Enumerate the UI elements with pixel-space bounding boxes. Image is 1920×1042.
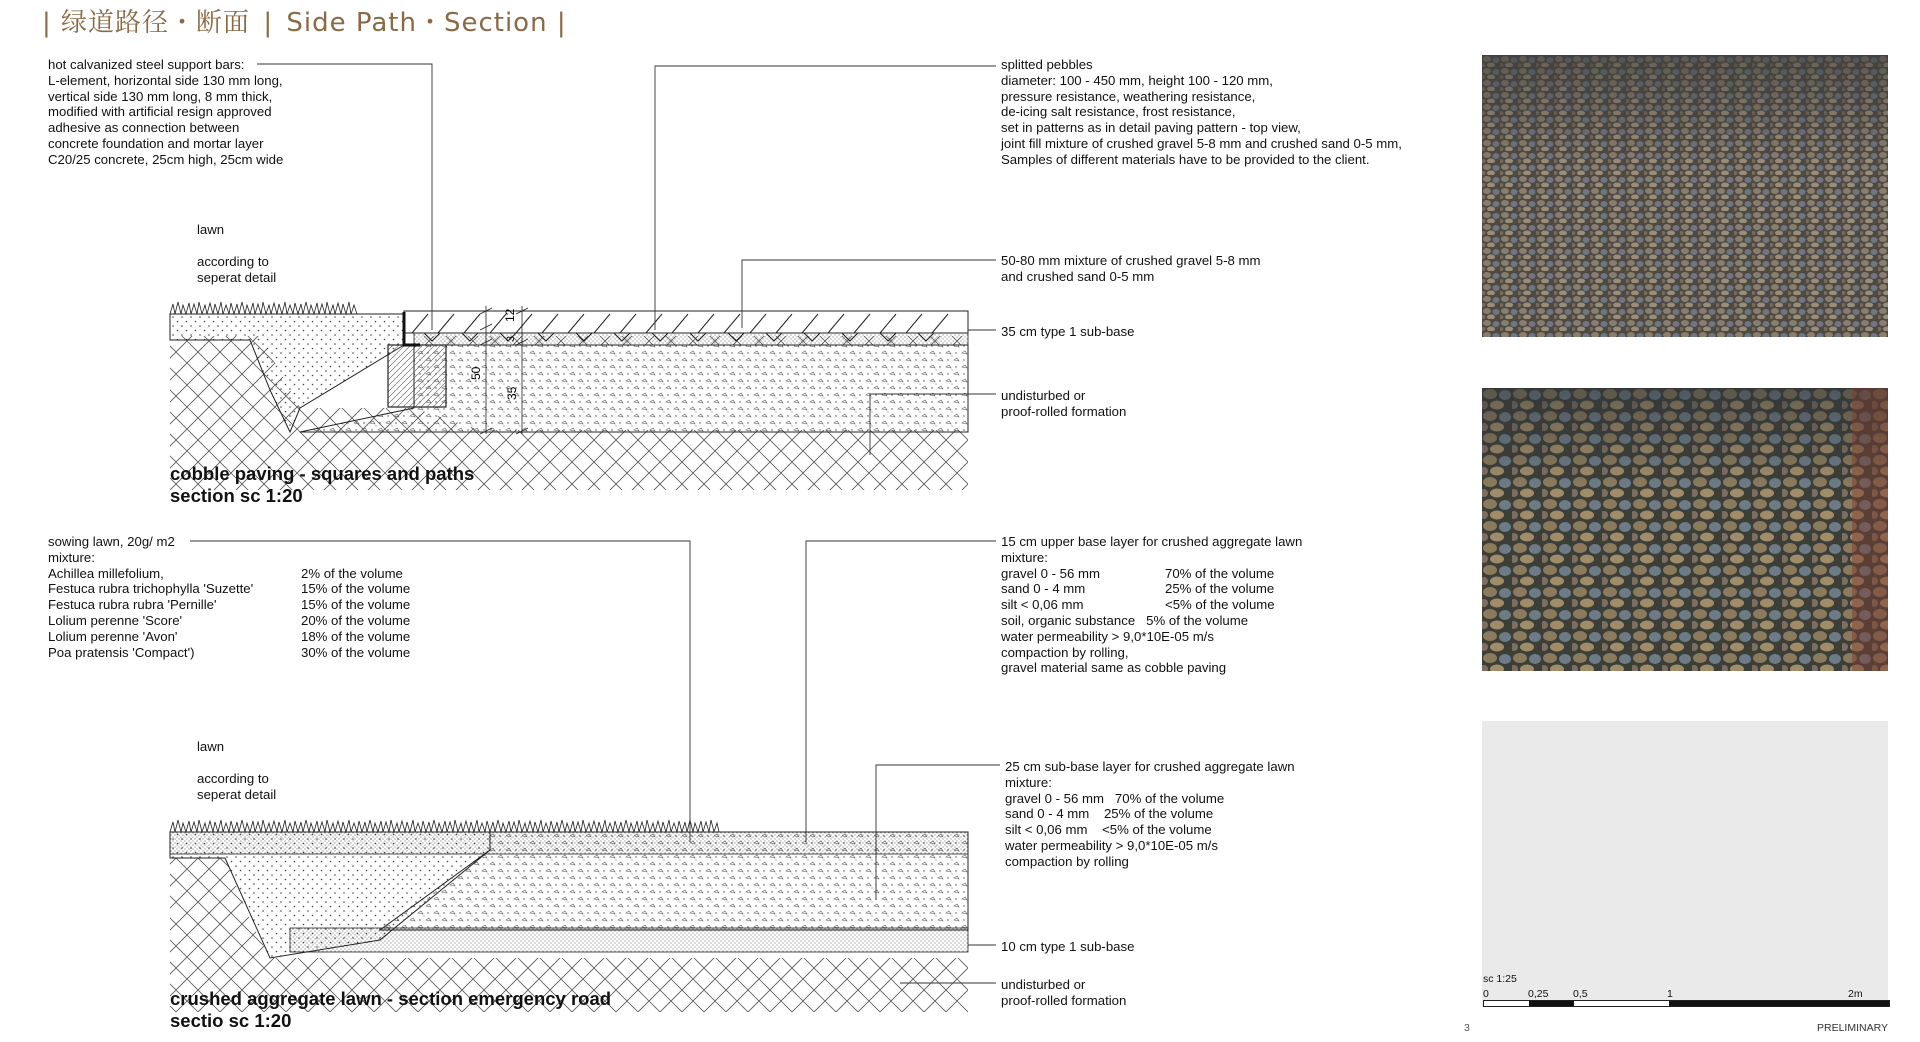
upper-mixture-table <box>1001 566 1275 613</box>
sowing-mixture-table <box>48 566 410 661</box>
species-name: Achillea millefolium, <box>48 565 164 581</box>
placeholder-panel <box>1482 721 1888 1007</box>
gravel-note-line: and crushed sand 0-5 mm <box>1001 268 1155 284</box>
material-volume: <5% of the volume <box>1165 597 1275 613</box>
dim-3: 3 <box>505 335 517 342</box>
scalebar-segment <box>1669 1001 1889 1006</box>
steel-note-line: concrete foundation and mortar layer <box>48 135 264 151</box>
subbase-10cm-2 <box>290 928 968 952</box>
concrete-foundation-1 <box>388 345 446 407</box>
species-volume: 15% of the volume <box>301 597 411 613</box>
upper-head-line: 15 cm upper base layer for crushed aggregate lawn <box>1001 534 1303 549</box>
sowing-lawn-note <box>48 534 410 660</box>
formation-note-line: proof-rolled formation <box>1001 992 1127 1008</box>
subbase25-line: gravel 0 - 56 mm 70% of the volume <box>1005 790 1225 806</box>
subbase25-line: water permeability > 9,0*10E-05 m/s <box>1005 837 1218 853</box>
material-volume: 25% of the volume <box>1165 581 1275 597</box>
pebbles-note-line: diameter: 100 - 450 mm, height 100 - 120 mm, <box>1001 72 1273 88</box>
upper-tail-line: soil, organic substance 5% of the volume <box>1001 612 1249 628</box>
steel-note-line: hot calvanized steel support bars: <box>48 57 245 72</box>
according-line: according to <box>197 771 269 786</box>
lawn-label-1: lawn <box>197 222 225 237</box>
subbase35-note: 35 cm type 1 sub-base <box>1001 324 1135 339</box>
steel-support-note <box>48 57 283 168</box>
grass-2 <box>170 820 719 832</box>
species-volume: 15% of the volume <box>301 581 411 597</box>
subbase25-line: silt < 0,06 mm <5% of the volume <box>1005 822 1212 838</box>
material-name: silt < 0,06 mm <box>1001 597 1084 613</box>
formation-note-line: undisturbed or <box>1001 388 1086 403</box>
scalebar <box>1483 1000 1890 1007</box>
table-row <box>1001 597 1275 613</box>
sowing-head-line: mixture: <box>48 549 95 565</box>
dim-50: 50 <box>469 366 483 380</box>
header-bar-right: | <box>556 8 567 38</box>
according-line: seperat detail <box>197 269 277 285</box>
scalebar-tick: 2m <box>1848 988 1863 1000</box>
header-bar-mid: | <box>263 8 274 38</box>
according-line: according to <box>197 254 269 269</box>
species-volume: 30% of the volume <box>301 644 411 660</box>
table-row <box>48 581 410 597</box>
species-volume: 2% of the volume <box>301 565 403 581</box>
subbase25-line: 25 cm sub-base layer for crushed aggregate lawn <box>1005 759 1295 774</box>
scalebar-label: sc 1:25 <box>1483 973 1517 985</box>
steel-note-line: adhesive as connection between <box>48 120 240 136</box>
section-2-title: crushed aggregate lawn - section emergency road <box>170 988 612 1009</box>
scalebar-tick: 1 <box>1667 988 1673 1000</box>
species-name: Lolium perenne 'Avon' <box>48 628 178 644</box>
table-row <box>48 645 410 661</box>
formation-note-2 <box>1001 977 1126 1009</box>
page-number: 3 <box>1464 1022 1470 1034</box>
subbase25-line: mixture: <box>1005 774 1052 790</box>
header-title-en: Side Path・Section <box>286 8 548 38</box>
pebbles-note-line: de-icing salt resistance, frost resistance, <box>1001 104 1236 120</box>
species-name: Festuca rubra trichophylla 'Suzette' <box>48 581 254 597</box>
table-row <box>1001 581 1275 597</box>
subbase25-line: compaction by rolling <box>1005 853 1129 869</box>
status-label: PRELIMINARY <box>1817 1022 1888 1034</box>
section-1-scale: section sc 1:20 <box>170 485 303 506</box>
table-row <box>1001 566 1275 582</box>
pebbles-note-line: joint fill mixture of crushed gravel 5-8 mm and crushed sand 0-5 mm, <box>1001 135 1402 151</box>
formation-note-line: proof-rolled formation <box>1001 403 1127 419</box>
table-row <box>48 629 410 645</box>
upper-head-line: mixture: <box>1001 549 1048 565</box>
material-name: gravel 0 - 56 mm <box>1001 565 1100 581</box>
scalebar-tick: 0,25 <box>1528 988 1549 1000</box>
steel-note-line: L-element, horizontal side 130 mm long, <box>48 72 283 88</box>
pebbles-note <box>1001 57 1402 168</box>
aggregate-lawn-top-2 <box>170 832 968 854</box>
upper-tail-line: water permeability > 9,0*10E-05 m/s <box>1001 628 1214 644</box>
gravel-note <box>1001 253 1260 285</box>
species-name: Poa pratensis 'Compact') <box>48 644 195 660</box>
pebbles-note-line: Samples of different materials have to be provided to the client. <box>1001 151 1370 167</box>
section-1-title: cobble paving - squares and paths <box>170 463 475 484</box>
pebbles-note-line: splitted pebbles <box>1001 57 1093 72</box>
subbase25-note <box>1005 759 1295 870</box>
species-volume: 18% of the volume <box>301 628 411 644</box>
table-row <box>48 613 410 629</box>
gravel-note-line: 50-80 mm mixture of crushed gravel 5-8 mm <box>1001 253 1261 268</box>
section-1-drawing <box>170 64 996 490</box>
material-volume: 70% of the volume <box>1165 565 1275 581</box>
dim-12: 12 <box>503 308 517 322</box>
table-row <box>48 597 410 613</box>
lawn-label-2: lawn <box>197 739 225 754</box>
upper-tail-line: compaction by rolling, <box>1001 644 1129 660</box>
subbase10-note: 10 cm type 1 sub-base <box>1001 939 1135 954</box>
steel-note-line: vertical side 130 mm long, 8 mm thick, <box>48 88 273 104</box>
formation-note-line: undisturbed or <box>1001 977 1086 992</box>
sowing-head-line: sowing lawn, 20g/ m2 <box>48 534 175 549</box>
cobble-photo-2 <box>1482 388 1888 671</box>
table-row <box>48 566 410 582</box>
species-volume: 20% of the volume <box>301 612 411 628</box>
cobble-photo-1 <box>1482 55 1888 337</box>
steel-note-line: modified with artificial resign approved <box>48 104 272 120</box>
according-note-2 <box>197 771 276 803</box>
species-name: Lolium perenne 'Score' <box>48 612 183 628</box>
species-name: Festuca rubra rubra 'Pernille' <box>48 597 217 613</box>
grass-1 <box>170 302 357 314</box>
steel-note-line: C20/25 concrete, 25cm high, 25cm wide <box>48 151 284 167</box>
pebbles-note-line: set in patterns as in detail paving pattern - top view, <box>1001 120 1301 136</box>
scalebar-segment <box>1529 1001 1574 1006</box>
formation-note-1 <box>1001 388 1126 420</box>
subbase25-line: sand 0 - 4 mm 25% of the volume <box>1005 806 1214 822</box>
pebbles-note-line: pressure resistance, weathering resistance, <box>1001 88 1256 104</box>
scalebar-tick: 0,5 <box>1573 988 1588 1000</box>
upper-base-note <box>1001 534 1302 676</box>
section-2-scale: sectio sc 1:20 <box>170 1010 292 1031</box>
according-line: seperat detail <box>197 786 277 802</box>
according-note-1 <box>197 254 276 286</box>
upper-tail-line: gravel material same as cobble paving <box>1001 660 1227 676</box>
scalebar-tick: 0 <box>1483 988 1489 1000</box>
material-name: sand 0 - 4 mm <box>1001 581 1086 597</box>
header-title-zh: 绿道路径・断面 <box>61 8 251 38</box>
dim-35: 35 <box>505 386 519 400</box>
header-bar-left: | <box>42 8 52 38</box>
